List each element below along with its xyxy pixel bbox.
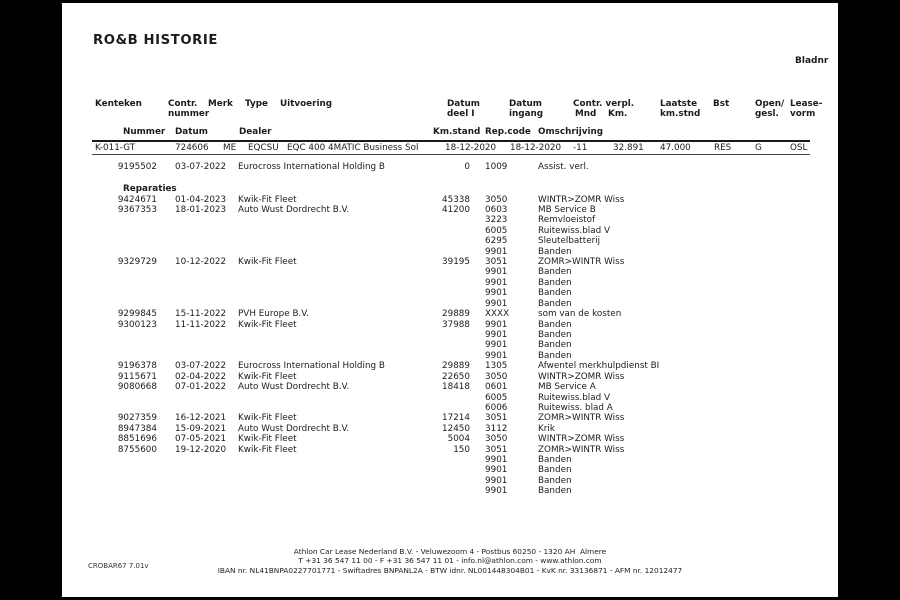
- repair-nummer: 9115671: [117, 371, 157, 382]
- repair-repcode: 3050: [485, 194, 508, 205]
- repair-repcode: 9901: [485, 319, 508, 330]
- repair-repcode: 9901: [485, 455, 508, 466]
- repair-line: [62, 424, 838, 434]
- repair-line: [62, 278, 838, 288]
- repair-rows: [62, 195, 838, 497]
- repair-nummer: 9424671: [117, 194, 157, 205]
- repair-repcode: 3223: [485, 215, 508, 226]
- program-version: CROBAR67 7.01v: [88, 562, 149, 570]
- repair-dealer: Auto Wust Dordrecht B.V.: [238, 204, 350, 215]
- repair-nummer: 8755600: [117, 444, 157, 455]
- footer-address: Athlon Car Lease Nederland B.V. - Veluwezoom 4 - Postbus 60250 - 1320 AH Almere: [293, 547, 607, 556]
- repair-line: [62, 486, 838, 496]
- assist-datum: 03-07-2022: [175, 162, 227, 172]
- repair-line: [62, 413, 838, 423]
- repair-omschrijving: Banden: [538, 455, 572, 466]
- repair-datum: 03-07-2022: [175, 361, 227, 372]
- repair-kmstand: 29889: [442, 309, 470, 320]
- repair-datum: 07-01-2022: [175, 382, 227, 393]
- assist-kmstand: 0: [464, 162, 470, 172]
- assist-dealer: Eurocross International Holding B: [238, 162, 385, 172]
- repair-dealer: Kwik-Fit Fleet: [238, 371, 297, 382]
- vehicle-bst: RES: [714, 143, 732, 153]
- repair-omschrijving: Banden: [538, 246, 572, 257]
- repair-datum: 01-04-2023: [175, 194, 227, 205]
- col-header-dealer: Dealer: [239, 127, 272, 137]
- repair-repcode: 3051: [485, 413, 508, 424]
- footer-contact: T +31 36 547 11 00 - F +31 36 547 11 01 - info.nl@athlon.com - www.athlon.com: [298, 556, 602, 566]
- col-header-datum-deel1: Datum deel I: [447, 99, 480, 120]
- footer-registration: IBAN nr. NL41BNPA0227701771 - Swiftadres BNPANL2A - BTW idnr. NL001448304B01 - KvK nr. 33136871 - AFM nr. 12012477: [217, 565, 683, 575]
- repair-omschrijving: Ruitewiss.blad V: [538, 392, 611, 403]
- repair-kmstand: 45338: [442, 194, 470, 205]
- repair-nummer: 9196378: [117, 361, 157, 372]
- repair-repcode: 6006: [485, 402, 508, 413]
- repair-omschrijving: WINTR>ZOMR Wiss: [538, 371, 625, 382]
- repair-line: [62, 299, 838, 309]
- repair-dealer: Eurocross International Holding B: [238, 361, 385, 372]
- vehicle-open-gesl: G: [755, 143, 762, 153]
- repair-datum: 19-12-2020: [175, 444, 227, 455]
- vehicle-datum-ingang: 18-12-2020: [510, 143, 562, 153]
- vehicle-contract-number: 724606: [175, 143, 209, 153]
- repair-nummer: 9027359: [117, 413, 157, 424]
- repair-omschrijving: Banden: [538, 298, 572, 309]
- repair-datum: 15-11-2022: [175, 309, 227, 320]
- repair-kmstand: 17214: [442, 413, 470, 424]
- repair-omschrijving: WINTR>ZOMR Wiss: [538, 194, 625, 205]
- repair-line: [62, 195, 838, 205]
- repair-nummer: 9300123: [117, 319, 157, 330]
- repair-datum: 07-05-2021: [175, 434, 227, 445]
- repair-repcode: XXXX: [485, 309, 510, 320]
- col-header-omschrijving: Omschrijving: [538, 127, 604, 137]
- repair-repcode: 0603: [485, 204, 508, 215]
- repair-nummer: 8947384: [117, 423, 157, 434]
- vehicle-uitvoering: EQC 400 4MATIC Business Sol: [287, 143, 419, 153]
- repair-nummer: 9080668: [117, 382, 157, 393]
- vehicle-rule: [92, 154, 810, 155]
- repair-omschrijving: Banden: [538, 340, 572, 351]
- repair-line: [62, 267, 838, 277]
- repair-line: [62, 309, 838, 319]
- repair-line: [62, 330, 838, 340]
- col-header-uitvoering: Uitvoering: [280, 99, 333, 109]
- vehicle-laatste-kmstnd: 47.000: [660, 143, 691, 153]
- repair-omschrijving: Banden: [538, 465, 572, 476]
- repair-repcode: 9901: [485, 288, 508, 299]
- repair-omschrijving: ZOMR>WINTR Wiss: [538, 257, 625, 268]
- col-header-merk: Merk: [208, 99, 233, 109]
- repair-line: [62, 226, 838, 236]
- col-header-type: Type: [245, 99, 268, 109]
- vehicle-merk: ME: [223, 143, 237, 153]
- repair-kmstand: 37988: [442, 319, 470, 330]
- repair-datum: 16-12-2021: [175, 413, 227, 424]
- col-header-repcode: Rep.code: [485, 127, 531, 137]
- repair-line: [62, 340, 838, 350]
- col-header-km: Km.: [608, 109, 628, 120]
- vehicle-type: EQCSU: [248, 143, 279, 153]
- repair-repcode: 6005: [485, 392, 508, 403]
- assist-repcode: 1009: [485, 162, 508, 172]
- repair-kmstand: 18418: [442, 382, 470, 393]
- repair-omschrijving: Banden: [538, 475, 572, 486]
- col-header-kenteken: Kenteken: [95, 99, 142, 109]
- repair-omschrijving: Remvloeistof: [538, 215, 596, 226]
- repair-omschrijving: Afwentel merkhulpdienst BI: [538, 361, 660, 372]
- repair-dealer: Kwik-Fit Fleet: [238, 413, 297, 424]
- repair-line: [62, 205, 838, 215]
- vehicle-kenteken: K-011-GT: [95, 143, 136, 153]
- repair-omschrijving: Banden: [538, 319, 572, 330]
- repair-datum: 18-01-2023: [175, 204, 227, 215]
- col-header-leasevorm: Lease- vorm: [790, 99, 823, 120]
- document-page: [62, 3, 838, 597]
- repair-omschrijving: Banden: [538, 277, 572, 288]
- vehicle-contr-verpl-mnd: -11: [573, 143, 588, 153]
- col-header-bst: Bst: [713, 99, 730, 109]
- repair-line: [62, 434, 838, 444]
- assist-omschrijving: Assist. verl.: [538, 162, 589, 172]
- col-header-nummer: Nummer: [123, 127, 166, 137]
- repair-line: [62, 403, 838, 413]
- repair-dealer: Kwik-Fit Fleet: [238, 194, 297, 205]
- repair-datum: 15-09-2021: [175, 423, 227, 434]
- col-header-datum-ingang: Datum ingang: [509, 99, 544, 120]
- repair-repcode: 9901: [485, 350, 508, 361]
- repair-kmstand: 39195: [442, 257, 470, 268]
- repair-repcode: 9901: [485, 246, 508, 257]
- repair-omschrijving: Sleutelbatterij: [538, 236, 601, 247]
- repair-line: [62, 288, 838, 298]
- repair-line: [62, 455, 838, 465]
- repair-line: [62, 320, 838, 330]
- repair-omschrijving: Ruitewiss.blad V: [538, 225, 611, 236]
- repair-repcode: 3050: [485, 371, 508, 382]
- repair-omschrijving: WINTR>ZOMR Wiss: [538, 434, 625, 445]
- repair-dealer: Kwik-Fit Fleet: [238, 257, 297, 268]
- repair-repcode: 9901: [485, 340, 508, 351]
- repair-line: [62, 372, 838, 382]
- repair-nummer: 9299845: [117, 309, 157, 320]
- repair-datum: 11-11-2022: [175, 319, 227, 330]
- repair-repcode: 9901: [485, 475, 508, 486]
- repair-kmstand: 12450: [442, 423, 470, 434]
- repair-omschrijving: ZOMR>WINTR Wiss: [538, 413, 625, 424]
- repair-line: [62, 236, 838, 246]
- repair-dealer: Auto Wust Dordrecht B.V.: [238, 382, 350, 393]
- repair-nummer: 9329729: [117, 257, 157, 268]
- repair-omschrijving: Ruitewiss. blad A: [538, 402, 613, 413]
- repair-repcode: 9901: [485, 267, 508, 278]
- repair-kmstand: 29889: [442, 361, 470, 372]
- repair-datum: 10-12-2022: [175, 257, 227, 268]
- repair-repcode: 9901: [485, 298, 508, 309]
- repair-omschrijving: MB Service A: [538, 382, 596, 393]
- repair-line: [62, 247, 838, 257]
- repair-omschrijving: Banden: [538, 288, 572, 299]
- assist-row: [62, 162, 838, 172]
- repair-omschrijving: MB Service B: [538, 204, 596, 215]
- repair-nummer: 9367353: [117, 204, 157, 215]
- repair-repcode: 9901: [485, 277, 508, 288]
- vehicle-leasevorm: OSL: [790, 143, 808, 153]
- repair-repcode: 3051: [485, 444, 508, 455]
- repair-dealer: Kwik-Fit Fleet: [238, 434, 297, 445]
- section-label-reparaties: Reparaties: [123, 184, 177, 194]
- repair-kmstand: 41200: [442, 204, 470, 215]
- repair-omschrijving: Banden: [538, 329, 572, 340]
- repair-line: [62, 476, 838, 486]
- repair-omschrijving: Banden: [538, 486, 572, 497]
- repair-line: [62, 382, 838, 392]
- assist-nummer: 9195502: [117, 162, 157, 172]
- repair-line: [62, 257, 838, 267]
- repair-omschrijving: som van de kosten: [538, 309, 622, 320]
- repair-repcode: 3112: [485, 423, 508, 434]
- col-header-kmstand: Km.stand: [433, 127, 481, 137]
- repair-repcode: 6295: [485, 236, 508, 247]
- repair-dealer: PVH Europe B.V.: [238, 309, 309, 320]
- col-header-laatste-kmstnd: Laatste km.stnd: [660, 99, 701, 120]
- col-header-contr-verpl: Contr. verpl.: [573, 99, 635, 109]
- repair-repcode: 6005: [485, 225, 508, 236]
- repair-dealer: Kwik-Fit Fleet: [238, 444, 297, 455]
- header-rule: [92, 140, 810, 143]
- repair-repcode: 9901: [485, 486, 508, 497]
- col-header-open-gesl: Open/ gesl.: [755, 99, 785, 120]
- repair-omschrijving: Banden: [538, 350, 572, 361]
- vehicle-datum-deel1: 18-12-2020: [445, 143, 497, 153]
- page-title: RO&B HISTORIE: [93, 33, 219, 48]
- repair-repcode: 0601: [485, 382, 508, 393]
- repair-repcode: 9901: [485, 329, 508, 340]
- repair-datum: 02-04-2022: [175, 371, 227, 382]
- repair-dealer: Auto Wust Dordrecht B.V.: [238, 423, 350, 434]
- repair-line: [62, 445, 838, 455]
- repair-omschrijving: Banden: [538, 267, 572, 278]
- col-header-contr-nummer: Contr. nummer: [168, 99, 210, 120]
- col-header-datum: Datum: [175, 127, 208, 137]
- repair-nummer: 8851696: [117, 434, 157, 445]
- repair-line: [62, 465, 838, 475]
- bladnr-label: Bladnr: [795, 56, 829, 66]
- repair-omschrijving: Krik: [538, 423, 555, 434]
- repair-repcode: 9901: [485, 465, 508, 476]
- repair-line: [62, 393, 838, 403]
- repair-line: [62, 351, 838, 361]
- repair-repcode: 3051: [485, 257, 508, 268]
- repair-kmstand: 150: [453, 444, 470, 455]
- repair-kmstand: 22650: [442, 371, 470, 382]
- vehicle-contr-verpl-km: 32.891: [613, 143, 644, 153]
- repair-kmstand: 5004: [447, 434, 470, 445]
- col-header-mnd: Mnd: [575, 109, 597, 120]
- repair-line: [62, 361, 838, 371]
- repair-dealer: Kwik-Fit Fleet: [238, 319, 297, 330]
- repair-repcode: 3050: [485, 434, 508, 445]
- repair-omschrijving: ZOMR>WINTR Wiss: [538, 444, 625, 455]
- repair-repcode: 1305: [485, 361, 508, 372]
- repair-line: [62, 215, 838, 225]
